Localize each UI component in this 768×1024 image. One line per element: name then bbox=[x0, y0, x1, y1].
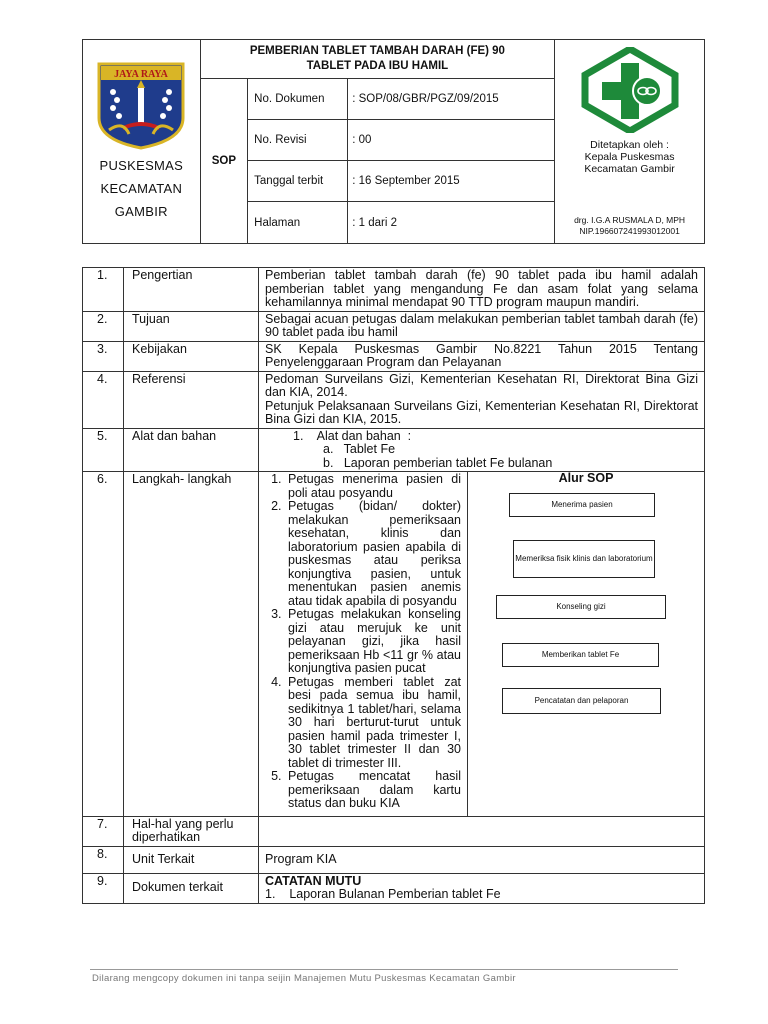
row-number: 5. bbox=[83, 428, 124, 472]
row-dokumen bbox=[83, 873, 705, 903]
row-number: 2. bbox=[83, 311, 124, 341]
dokumen-item: 1. Laporan Bulanan Pemberian tablet Fe bbox=[265, 887, 501, 901]
row-tujuan bbox=[83, 311, 705, 341]
row-number: 4. bbox=[83, 371, 124, 428]
row-number: 7. bbox=[83, 816, 124, 846]
row-alat bbox=[83, 428, 705, 472]
document-title bbox=[200, 40, 555, 79]
unit-text: Program KIA bbox=[259, 846, 705, 873]
steps-list bbox=[261, 473, 461, 811]
row-number: 9. bbox=[83, 873, 124, 903]
row-langkah bbox=[83, 472, 705, 817]
row-number: 3. bbox=[83, 341, 124, 371]
row-number: 1. bbox=[83, 268, 124, 312]
step-item: 3. Petugas melakukan konseling gizi atau merujuk ke unit pelayanan gizi, jika hasil pemeriksaan Hb <11 gr % atau konjungtiva pasien pucat bbox=[285, 608, 461, 676]
sop-label: SOP bbox=[200, 79, 248, 244]
header-table bbox=[82, 39, 705, 244]
flowchart bbox=[468, 486, 704, 816]
approved-line-1: Ditetapkan oleh : bbox=[590, 138, 669, 151]
kebijakan-text: SK Kepala Puskesmas Gambir No.8221 Tahun 2015 Tentang Penyelenggaraan Program dan Pelayanan bbox=[259, 341, 705, 371]
flow-step-counseling: Konseling gizi bbox=[496, 595, 666, 619]
tujuan-text: Sebagai acuan petugas dalam melakukan pemberian tablet tambah darah (fe) 90 tablet pada ibu hamil bbox=[259, 311, 705, 341]
hal-text bbox=[259, 816, 705, 846]
row-label: Pengertian bbox=[124, 268, 259, 312]
alat-cell bbox=[259, 428, 705, 472]
flow-step-examine: Memeriksa fisik klinis dan laboratorium bbox=[513, 540, 655, 578]
footer-notice: Dilarang mengcopy dokumen ini tanpa seijin Manajemen Mutu Puskesmas Kecamatan Gambir bbox=[92, 973, 516, 984]
referensi-cell bbox=[259, 371, 705, 428]
row-label: Alat dan bahan bbox=[124, 428, 259, 472]
flow-step-recording: Pencatatan dan pelaporan bbox=[502, 688, 661, 714]
logo-cell bbox=[83, 40, 201, 244]
puskesmas-line-1: PUSKESMAS bbox=[99, 158, 184, 173]
row-label: Dokumen terkait bbox=[124, 873, 259, 903]
row-label: Unit Terkait bbox=[124, 846, 259, 873]
puskesmas-line-3: GAMBIR bbox=[114, 204, 168, 219]
logo-motto: JAYA RAYA bbox=[114, 69, 169, 80]
row-number: 8. bbox=[83, 846, 124, 873]
revision-label: No. Revisi bbox=[248, 120, 348, 161]
row-label: Langkah- langkah bbox=[124, 472, 259, 817]
revision-value: : 00 bbox=[348, 120, 555, 161]
row-pengertian bbox=[83, 268, 705, 312]
doc-number-value: : SOP/08/GBR/PGZ/09/2015 bbox=[348, 79, 555, 120]
approval-cell bbox=[555, 40, 705, 244]
flow-title: Alur SOP bbox=[558, 471, 614, 485]
approved-line-2: Kepala Puskesmas bbox=[584, 150, 675, 163]
page-label: Halaman bbox=[248, 202, 348, 244]
row-label: Hal-hal yang perlu diperhatikan bbox=[124, 816, 259, 846]
step-item: 2. Petugas (bidan/ dokter) melakukan pemeriksaan kesehatan, klinis dan laboratorium pasien apabila di puskesmas atau periksa konjungtiva pasien, untuk menentukan pasien anemis atau tidak apabila di posyandu bbox=[285, 500, 461, 608]
referensi-text-1: Pedoman Surveilans Gizi, Kementerian Kesehatan RI, Direktorat Bina Gizi dan KIA, 2014. bbox=[265, 371, 698, 399]
flow-cell bbox=[468, 472, 705, 817]
step-item: 1. Petugas menerima pasien di poli atau posyandu bbox=[285, 473, 461, 500]
page-value: : 1 dari 2 bbox=[348, 202, 555, 244]
alat-sub-b: b. Laporan pemberian tablet Fe bulanan bbox=[323, 455, 553, 470]
issue-date-value: : 16 September 2015 bbox=[348, 161, 555, 202]
steps-cell bbox=[259, 472, 468, 817]
title-line-2: TABLET PADA IBU HAMIL bbox=[306, 60, 449, 72]
row-number: 6. bbox=[83, 472, 124, 817]
approved-line-3: Kecamatan Gambir bbox=[584, 162, 675, 175]
row-hal bbox=[83, 816, 705, 846]
doc-number-label: No. Dokumen bbox=[248, 79, 348, 120]
row-label: Kebijakan bbox=[124, 341, 259, 371]
dokumen-cell bbox=[259, 873, 705, 903]
signer-nip: NIP.196607241993012001 bbox=[579, 225, 680, 236]
referensi-text-2: Petunjuk Pelaksanaan Surveilans Gizi, Kementerian Kesehatan RI, Direktorat Bina Gizi dan KIA, 2015. bbox=[265, 398, 698, 426]
jakarta-crest-logo bbox=[93, 60, 189, 150]
signer-name: drg. I.G.A RUSMALA D, MPH bbox=[574, 214, 686, 225]
flow-step-receive: Menerima pasien bbox=[509, 493, 655, 517]
sop-content-table bbox=[82, 267, 705, 904]
puskesmas-cross-logo bbox=[581, 47, 679, 133]
dokumen-title: CATATAN MUTU bbox=[265, 873, 362, 888]
alat-sub-a: a. Tablet Fe bbox=[323, 442, 396, 456]
pengertian-text: Pemberian tablet tambah darah (fe) 90 tablet pada ibu hamil adalah pemberian tablet yang mengandung Fe dan asam folat yang selama kehamilannya minimal mendapat 90 TTD program maupun mandiri. bbox=[259, 268, 705, 312]
flow-step-give-tablet: Memberikan tablet Fe bbox=[502, 643, 659, 667]
issue-date-label: Tanggal terbit bbox=[248, 161, 348, 202]
title-line-1: PEMBERIAN TABLET TAMBAH DARAH (FE) 90 bbox=[249, 45, 505, 57]
footer-divider bbox=[90, 969, 678, 970]
step-item: 5. Petugas mencatat hasil pemeriksaan dalam kartu status dan buku KIA bbox=[285, 770, 461, 811]
row-label: Referensi bbox=[124, 371, 259, 428]
puskesmas-line-2: KECAMATAN bbox=[100, 181, 183, 196]
row-unit bbox=[83, 846, 705, 873]
row-label: Tujuan bbox=[124, 311, 259, 341]
row-referensi bbox=[83, 371, 705, 428]
row-kebijakan bbox=[83, 341, 705, 371]
step-item: 4. Petugas memberi tablet zat besi pada semua ibu hamil, sedikitnya 1 tablet/hari, selama 30 hari berturut-turut untuk pasien hamil pada trimester I, 30 tablet trimester II dan 30 tablet di trimester III. bbox=[285, 676, 461, 771]
alat-item: 1. Alat dan bahan : bbox=[293, 428, 412, 443]
